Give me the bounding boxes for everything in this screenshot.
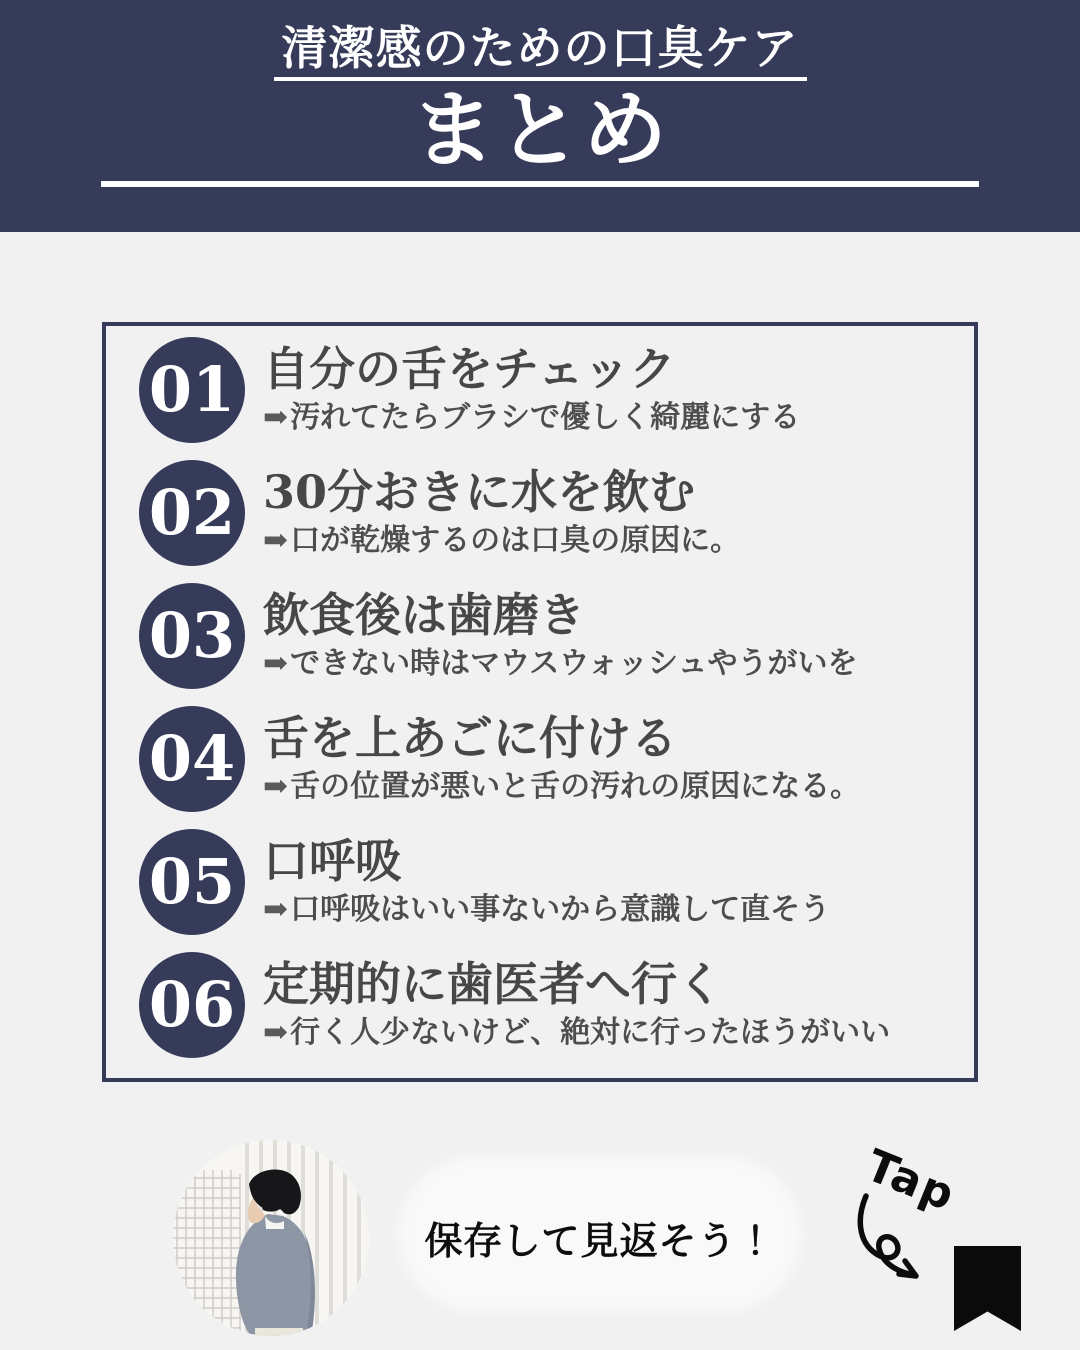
- right-arrow-icon: ➡: [263, 645, 289, 681]
- item-detail: [263, 400, 800, 436]
- item-detail: [263, 769, 860, 805]
- right-arrow-icon: ➡: [263, 891, 289, 927]
- item-number: 03: [148, 599, 236, 672]
- header: [0, 0, 1080, 232]
- save-message: 保存して見返そう！: [424, 1219, 776, 1263]
- list-item: [139, 337, 800, 443]
- item-number-badge: [139, 829, 245, 935]
- item-title: 口呼吸: [263, 834, 401, 889]
- item-detail-text: 口が乾燥するのは口臭の原因に。: [290, 522, 741, 558]
- item-number: 02: [148, 476, 236, 549]
- item-number-badge: [139, 583, 245, 689]
- bookmark-icon: [954, 1246, 1021, 1331]
- item-detail-text: 汚れてたらブラシで優しく綺麗にする: [290, 399, 801, 435]
- right-arrow-icon: ➡: [263, 768, 289, 804]
- right-arrow-icon: ➡: [263, 399, 289, 435]
- item-detail-text: 口呼吸はいい事ないから意識して直そう: [290, 891, 831, 927]
- right-arrow-icon: ➡: [263, 522, 289, 558]
- list-item: [139, 952, 890, 1058]
- item-detail-text: 舌の位置が悪いと舌の汚れの原因になる。: [290, 768, 861, 804]
- header-divider: [101, 181, 979, 187]
- item-number-badge: [139, 952, 245, 1058]
- item-number-badge: [139, 337, 245, 443]
- profile-photo-illustration: [173, 1140, 369, 1336]
- curved-arrow-icon: [850, 1186, 950, 1286]
- list-item: [139, 706, 860, 812]
- item-number: 01: [148, 353, 236, 426]
- list-item: [139, 829, 830, 935]
- item-number-badge: [139, 706, 245, 812]
- item-detail: [263, 523, 740, 559]
- item-detail: [263, 1015, 890, 1051]
- list-item: [139, 460, 740, 566]
- item-title: 飲食後は歯磨き: [263, 588, 585, 643]
- summary-box: [102, 322, 978, 1082]
- avatar: [173, 1140, 369, 1336]
- item-detail: [263, 892, 830, 928]
- item-number: 05: [148, 845, 236, 918]
- list-item: [139, 583, 857, 689]
- header-topic: 清潔感のための口臭ケア: [274, 24, 807, 81]
- item-number-badge: [139, 460, 245, 566]
- item-title: 自分の舌をチェック: [263, 342, 676, 397]
- item-title: 舌を上あごに付ける: [263, 711, 677, 766]
- item-detail: [263, 646, 857, 682]
- item-title: 定期的に歯医者へ行く: [263, 957, 723, 1012]
- tap-label: Tap: [858, 1140, 963, 1222]
- item-detail-text: できない時はマウスウォッシュやうがいを: [290, 645, 858, 681]
- item-detail-text: 行く人少ないけど、絶対に行ったほうがいい: [290, 1014, 891, 1050]
- right-arrow-icon: ➡: [263, 1014, 289, 1050]
- page-title: まとめ: [410, 80, 669, 180]
- item-title: 30分おきに水を飲む: [263, 465, 696, 520]
- item-number: 04: [148, 722, 236, 795]
- item-number: 06: [148, 968, 236, 1041]
